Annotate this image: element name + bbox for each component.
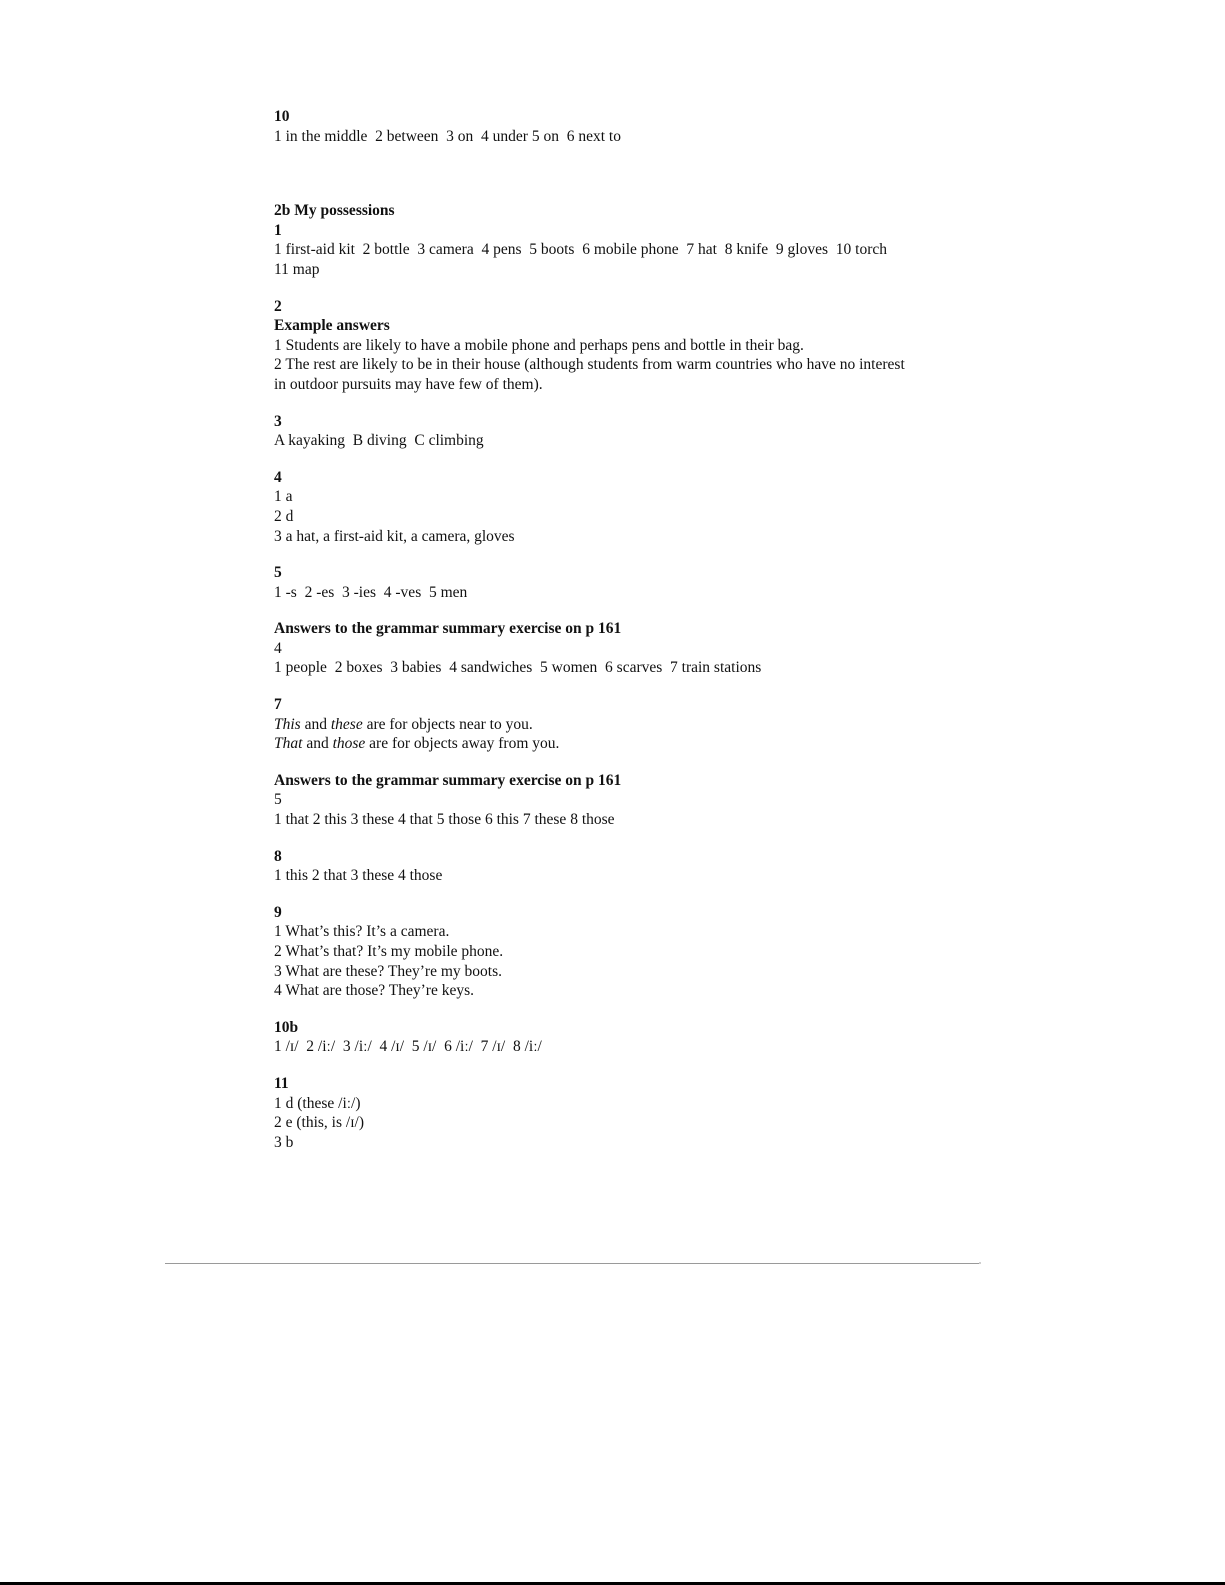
q9-line1: 1 What’s this? It’s a camera. (274, 923, 450, 941)
q4-line3: 3 a hat, a first-aid kit, a camera, gloves (274, 527, 515, 545)
section-10-answers: 1 in the middle 2 between 3 on 4 under 5 on 6 next to (274, 127, 621, 145)
grammar-summary-heading-1: Answers to the grammar summary exercise on p 161 (274, 620, 622, 638)
q7-text: and (302, 735, 333, 753)
spacer (274, 395, 974, 412)
q11-line3: 3 b (274, 1133, 294, 1151)
q4-line2: 2 d (274, 507, 294, 525)
section-10-heading: 10 (274, 108, 290, 125)
q7-text: and (300, 715, 331, 733)
q9-line2: 2 What’s that? It’s my mobile phone. (274, 943, 504, 960)
q2-line3: in outdoor pursuits may have few of them). (274, 375, 543, 393)
grammar-summary-answers-1: 1 people 2 boxes 3 babies 4 sandwiches 5 women 6 scarves 7 train stations (274, 659, 762, 677)
q7-word-these: these (330, 715, 363, 733)
q2-line1: 1 Students are likely to have a mobile phone and perhaps pens and bottle in their bag. (274, 336, 804, 354)
grammar-summary-answers-2: 1 that 2 this 3 these 4 that 5 those 6 this 7 these 8 those (274, 811, 615, 829)
q7-word-those: those (332, 735, 366, 753)
q11-line2: 2 e (this, is /ɪ/) (274, 1114, 364, 1132)
q4-heading: 4 (274, 468, 282, 486)
q7-text: are for objects away from you. (365, 735, 560, 753)
q3-answers: A kayaking B diving C climbing (274, 432, 484, 450)
q3-heading: 3 (274, 412, 282, 430)
q8-answers: 1 this 2 that 3 these 4 those (274, 867, 443, 885)
q7-text: are for objects near to you. (362, 715, 533, 733)
q1-answers-line2: 11 map (274, 260, 320, 278)
q8-heading: 8 (274, 847, 282, 865)
q10b-answers: 1 /ɪ/ 2 /iː/ 3 /iː/ 4 /ɪ/ 5 /ɪ/ 6 /iː/ 7 /ɪ/ 8 /iː/ (274, 1038, 542, 1056)
unit-title: 2b My possessions (274, 202, 395, 220)
q5-answers: 1 -s 2 -es 3 -ies 4 -ves 5 men (274, 583, 468, 601)
q7-heading: 7 (274, 696, 282, 714)
spacer (274, 546, 974, 563)
q5-heading: 5 (274, 564, 282, 582)
grammar-summary-heading-2: Answers to the grammar summary exercise on p 161 (274, 771, 622, 789)
q9-heading: 9 (274, 903, 282, 921)
q1-answers-line1: 1 first-aid kit 2 bottle 3 camera 4 pens 5 boots 6 mobile phone 7 hat 8 knife 9 gloves 10 torch (274, 241, 887, 259)
spacer (274, 1057, 974, 1074)
spacer (274, 754, 974, 771)
spacer (274, 1001, 974, 1018)
q7-line2 (274, 734, 974, 754)
q7-line1 (274, 715, 974, 735)
spacer (274, 678, 974, 695)
q9-line3: 3 What are these? They’re my boots. (274, 962, 502, 980)
spacer (274, 451, 974, 468)
q10b-heading: 10b (274, 1018, 299, 1036)
q2-subheading: Example answers (274, 317, 390, 335)
grammar-summary-number-2: 5 (274, 791, 282, 809)
q2-line2: 2 The rest are likely to be in their house (although students from warm countries who have no interest (274, 356, 905, 374)
divider-end-mark (979, 1262, 981, 1264)
q11-line1: 1 d (these /iː/) (274, 1094, 361, 1112)
q2-heading: 2 (274, 297, 282, 315)
spacer (274, 830, 974, 847)
spacer (274, 280, 974, 297)
grammar-summary-number-1: 4 (274, 639, 282, 657)
spacer (274, 602, 974, 619)
answer-key-content (274, 107, 974, 1152)
q7-word-that: That (274, 735, 303, 753)
spacer (274, 146, 974, 201)
q11-heading: 11 (274, 1074, 289, 1092)
q7-word-this: This (274, 715, 301, 733)
spacer (274, 886, 974, 903)
q9-line4: 4 What are those? They’re keys. (274, 982, 474, 1000)
page-divider (165, 1263, 979, 1264)
q4-line1: 1 a (274, 488, 293, 506)
q1-heading: 1 (274, 221, 282, 239)
